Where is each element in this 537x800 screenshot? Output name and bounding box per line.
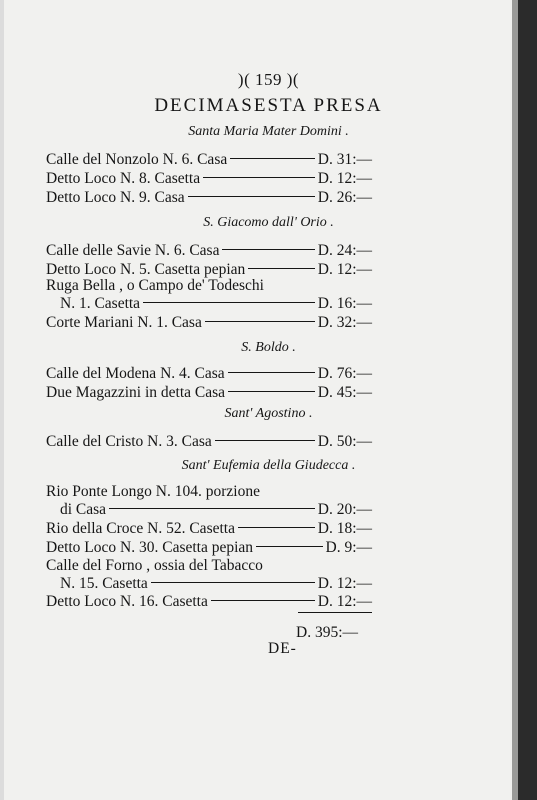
ledger-entry (46, 150, 372, 169)
entry-label: Detto Loco N. 30. Casetta pepian (46, 539, 254, 556)
section-heading-s-giacomo: S. Giacomo dall' Orio . (203, 215, 334, 230)
ledger-entry (60, 574, 372, 593)
ledger-entry (46, 383, 372, 402)
ledger-entry (60, 294, 372, 313)
ledger-entry (46, 432, 372, 451)
total-rule (298, 612, 372, 613)
entry-label: Detto Loco N. 16. Casetta (46, 593, 208, 610)
leader-line (228, 391, 315, 392)
section-heading-s-boldo: S. Boldo . (241, 340, 296, 355)
entry-amount: D. 76:— (317, 365, 372, 382)
entry-label: Calle del Cristo N. 3. Casa (46, 433, 212, 450)
catchword: DE- (268, 640, 297, 657)
leader-line (211, 600, 315, 601)
entry-amount: D. 16:— (317, 295, 372, 312)
entry-label: Detto Loco N. 9. Casa (46, 189, 185, 206)
section-heading-sant-eufemia: Sant' Eufemia della Giudecca . (181, 458, 356, 473)
entry-amount: D. 12:— (317, 170, 372, 187)
entry-amount: D. 45:— (317, 384, 372, 401)
section-heading-santa-maria: Santa Maria Mater Domini . (188, 124, 349, 139)
entry-label-line1: Rio Ponte Longo N. 104. porzione (46, 483, 260, 500)
leader-line (203, 177, 315, 178)
entry-label-line1: Calle del Forno , ossia del Tabacco (46, 557, 263, 574)
entry-label: Detto Loco N. 5. Casetta pepian (46, 261, 246, 278)
leader-line (205, 321, 315, 322)
leader-line (143, 302, 315, 303)
ledger-entry (46, 519, 372, 538)
ledger-entry (46, 241, 372, 260)
entry-amount: D. 50:— (317, 433, 372, 450)
entry-label: Calle del Nonzolo N. 6. Casa (46, 151, 228, 168)
entry-amount: D. 20:— (317, 501, 372, 518)
entry-label: Calle delle Savie N. 6. Casa (46, 242, 220, 259)
page-number: )( 159 )( (237, 70, 300, 89)
entry-amount: D. 24:— (317, 242, 372, 259)
leader-line (248, 268, 314, 269)
entry-label-line2: N. 15. Casetta (60, 575, 148, 592)
entry-label: Corte Mariani N. 1. Casa (46, 314, 202, 331)
ledger-entry (60, 500, 372, 519)
entry-amount: D. 32:— (317, 314, 372, 331)
leader-line (215, 440, 315, 441)
leader-line (230, 158, 315, 159)
leader-line (109, 508, 315, 509)
entry-label-line2: di Casa (60, 501, 107, 518)
leader-line (256, 546, 322, 547)
page-total: D. 395:— (296, 624, 358, 641)
ledger-entry (46, 169, 372, 188)
entry-amount: D. 12:— (317, 593, 372, 610)
leader-line (188, 196, 315, 197)
entry-amount: D. 26:— (317, 189, 372, 206)
entry-amount: D. 31:— (317, 151, 372, 168)
leader-line (222, 249, 314, 250)
entry-amount: D. 12:— (317, 261, 372, 278)
entry-label: Calle del Modena N. 4. Casa (46, 365, 225, 382)
entry-label: Rio della Croce N. 52. Casetta (46, 520, 235, 537)
leader-line (238, 527, 315, 528)
leader-line (228, 372, 315, 373)
ledger-entry (46, 364, 372, 383)
ledger-entry (46, 538, 372, 557)
entry-amount: D. 18:— (317, 520, 372, 537)
book-gutter (518, 0, 537, 800)
entry-label-line1: Ruga Bella , o Campo de' Todeschi (46, 277, 264, 294)
entry-label: Detto Loco N. 8. Casetta (46, 170, 201, 187)
section-heading-sant-agostino: Sant' Agostino . (224, 406, 313, 421)
entry-amount: D. 9:— (325, 539, 372, 556)
page-title: DECIMASESTA PRESA (154, 95, 383, 116)
entry-label-line2: N. 1. Casetta (60, 295, 141, 312)
leader-line (151, 582, 315, 583)
entry-amount: D. 12:— (317, 575, 372, 592)
ledger-entry (46, 313, 372, 332)
ledger-entry (46, 188, 372, 207)
ledger-entry (46, 592, 372, 611)
entry-label: Due Magazzini in detta Casa (46, 384, 226, 401)
